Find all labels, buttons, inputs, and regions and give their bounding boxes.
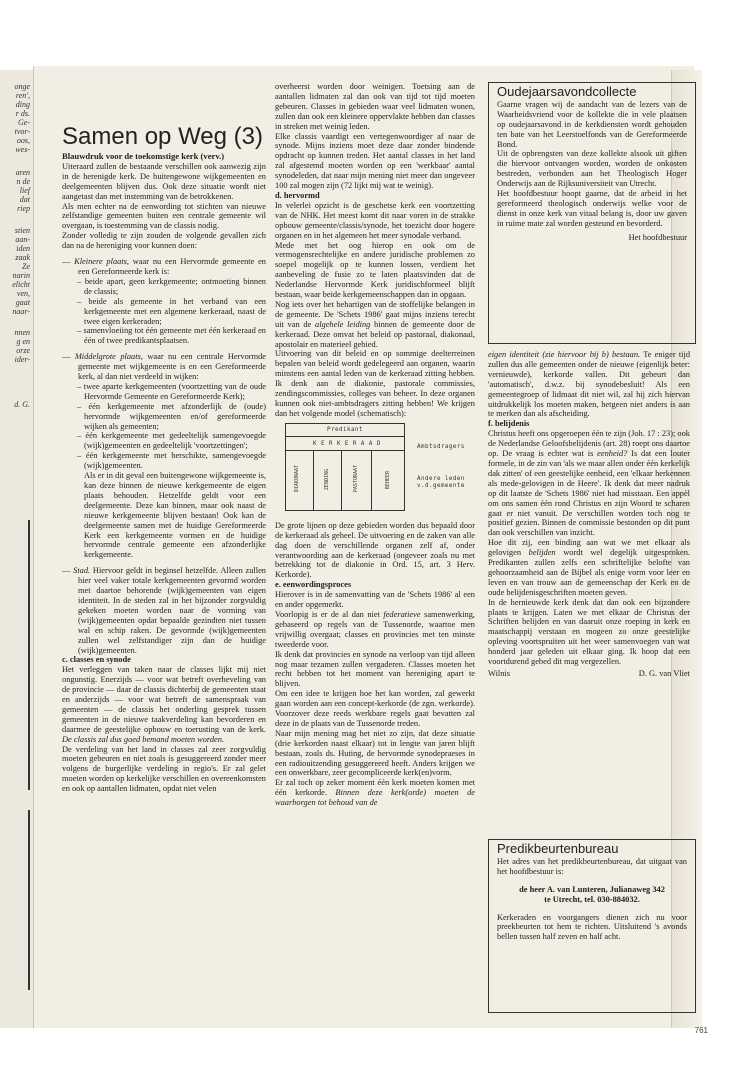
text-run: samenwerking, gebaseerd op regels van de Tussenorde, waartoe men vrijwillig overgaat; classes en provincies met ten minste tweederde voor. [275,609,476,649]
strip-line: narin [12,271,30,280]
text-run-italic: eenheid? [597,449,628,459]
strip-line: zaak [15,253,30,262]
address-line: te Utrecht, tel. 030-884032. [544,894,640,904]
diagram-line [341,450,342,510]
paragraph: Kerkeraden en voorgangers dienen zich nu voor preekbeurten tot hem te richten. Uitsluitend 's avonds bellen tussen half zeven en half acht. [497,912,687,942]
section-heading-c: c. classes en synode [62,655,131,665]
case-option: – beide als gemeente in het verband van een kerkgemeente met een algemene kerkeraad, naast de twee eigen kerkeraden; [77,296,266,326]
paragraph: Elke classis vaardigt een vertegenwoordiger af naar de synode. Mijns inziens moet deze daar zonder bindende opdracht op kunnen treden. Het aantal classes in het land zal afgestemd moeten worden op een 'werkbaar' aantal synodeleden, dat naar mijn mening niet meer dan ongeveer 100 zal mogen zijn (72 lijkt mij wat te weinig). [275,131,475,191]
section-heading-d: d. hervormd [275,190,320,200]
text-run: binnen de gemeente door de kerkeraad. Deze omvat het beleid op pastoraal, diakonaal, apostolair en materieel gebied. [275,319,475,349]
article-author: D. G. van Vliet [638,669,690,678]
strip-line: elicht [12,280,30,289]
strip-line: iden [16,244,30,253]
text-run: Te eniger tijd zullen dus alle gemeenten onder de nieuwe (eigenlijk beter: vernieuwde), kerkorde vallen. Dit gebeurt dan 'automatisch', d.w.z. bij synodebesluit! Als een gemeentegroep of lidmaat dit niet wil, zal hij zich hiervan uitdrukkelijk los moeten maken, hetgeen niet anders is aan te merken dan als afscheiding. [488,350,691,419]
section-heading-f: f. belijdenis [488,419,530,429]
case-label: Kleinere plaats, [74,257,130,267]
paragraph [488,538,690,597]
case-middelgrote-plaats: — Middelgrote plaats, waar nu een centrale Hervormde gemeente met wijkgemeente is en een Gereformeerde kerk, al dan niet verdeeld in wijken: [62,352,266,382]
case-text: waar nu een centrale Hervormde gemeente met wijkgemeente is en een Gereformeerde kerk, al dan niet verdeeld in wijken: [78,352,266,382]
diagram-organ-diakonaat: DIAKONAAT [294,464,300,492]
diagram-organ-beheer: BEHEER [385,470,391,489]
paragraph: Mede met het oog hierop en ook om de vermogensrechtelijke en andere juridische problemen zo soepel mogelijk op te kunnen lossen, verdient het aanbeveling de fusie zo te laten plaatsvinden dat de Nederlandse Hervormde Kerk juridischformeel blijft bestaan, waar beide kerkgemeenschappen dan in opgaan. [275,240,475,300]
text-run: Voorlopig is er de al dan niet [275,609,380,619]
paragraph: De grote lijnen op deze gebieden worden dus bepaald door de kerkeraad als geheel. De uitvoering en de zaken van alle dag doen de verschillende organen zelf af, onder verantwoording aan de kerkeraad (ongeveer zoals nu met betrekking tot de diakonie in Ord. 15, art. 3 Herv. Kerkorde). [275,520,475,580]
page-number: 761 [694,1026,708,1035]
strip-line: oos, [16,136,30,145]
left-page-strip [0,70,33,1028]
diagram-line [371,450,372,510]
paragraph: Uit de opbrengsten van deze kollekte alsook uit giften die hiervoor ontvangen worden, worden de onkosten bestreden, verbonden aan het Theologisch Hoger Onderwijs aan de Rijksuniversiteit van Utrecht. [497,149,687,189]
case-text: Hiervoor geldt in beginsel hetzelfde. Alleen zullen hier veel vaker totale kerkgemeenten gevormd worden met daartoe behorende (wijk)gemeenten van eigen identiteit. In de steden zal in het bijzonder zorgvuldig gekeken moeten worden naar de vorming van (wijk)gemeenten opdat bepaalde gezindten niet tussen wal en schip raken. De gevormde (wijk)gemeenten zullen wel zelfstandiger zijn dan de huidige (wijk)gemeenten. [78,566,266,655]
article-subtitle: Blauwdruk voor de toekomstige kerk (verv.) [62,151,225,161]
diagram-andere-leden-label: Andere leden [417,475,465,482]
strip-line: dat [19,195,30,204]
paragraph: Gaarne vragen wij de aandacht van de lezers van de Waarheidsvriend voor de kollekte die in vele plaatsen op oudejaarsavond in de kerkdiensten wordt gehouden ten bate van het Leerstoelfonds van de Gereformeerde Bond. [497,99,687,149]
diagram-organ-zending: ZENDING [324,468,330,490]
text-run-italic: eigen identiteit (zie hiervoor bij b) bestaan. [488,350,641,359]
strip-line: aan- [15,235,30,244]
strip-line: Ge- [18,118,30,127]
text-run: Is dat een louter formele, in de zin van 'als we maar allen onder één kerkelijk dak zitten' of een geestelijke eenheid, een 'elkaar herkennen als mede-gelovigen in de Heere'. Ik denk dat meer nadruk op dit laatste de 'Schets 1986' niet had misstaan. Een appèl om ons samen één rond Christus en zijn Woord te scharen gaat er niet vanuit. De verschillen worden toch nog te positief gezien. Binnen de commissie bestonden op dit punt dan ook verschillen van inzicht. [488,449,690,538]
strip-line: ider- [14,355,30,364]
strip-line: riep [17,204,30,213]
strip-line: ven, [16,289,30,298]
paragraph [275,778,475,808]
section-heading-e: e. eenwordingsproces [275,580,352,590]
diagram-ambtsdragers-label: Ambtsdragers [417,443,465,450]
paragraph [488,429,690,538]
diagram-line [313,450,314,510]
case-option: – twee aparte kerkgemeenten (voortzetting van de oude Hervormde Gemeente en Gereformeerde Kerk); [77,381,266,401]
church-structure-diagram [275,423,475,515]
paragraph [275,610,475,650]
strip-line: tvor- [14,127,30,136]
case-option: – samenvloeiing tot één gemeente met één kerkeraad en één of twee predikantsplaatsen. [77,326,266,346]
article-signature [488,669,690,679]
column-3 [488,350,690,679]
predikbeurten-notice-box [488,839,696,1013]
case-stad: — Stad. Hiervoor geldt in beginsel hetzelfde. Alleen zullen hier veel vaker totale kerkgemeenten gevormd worden met daartoe behorende (wijk)gemeenten van eigen identiteit. In de steden zal in het bijzonder zorgvuldig gekeken moeten worden naar de vorming van (wijk)gemeenten opdat bepaalde gezindten niet tussen wal en schip raken. De gevormde (wijk)gemeenten zullen wel zelfstandiger zijn dan de huidige (wijk)gemeenten. [62,566,266,655]
address-line: de heer A. van Lunteren, Julianaweg 342 [519,884,665,894]
strip-line: ding [15,100,30,109]
strip-line: orze [16,346,30,355]
paragraph [488,350,690,419]
case-label: Middelgrote plaats, [74,352,143,362]
strip-line: wes- [15,145,30,154]
collecte-title: Oudejaarsavondcollecte [497,84,637,99]
paragraph: Als men echter na de eenwording tot stichten van nieuwe zelfstandige gemeenten buiten een centrale gemeente wil overgaan, is toestemming van de classis nodig. [62,201,266,231]
text-run: Hoe dit zij, een binding aan wat we met elkaar als gelovigen [488,538,690,558]
strip-line: gaat [15,298,30,307]
strip-line: naar- [12,307,30,316]
paragraph: Het adres van het predikbeurtenbureau, dat uitgaat van het hoofdbestuur is: [497,856,687,876]
column-1 [62,82,266,794]
paragraph: In de hernieuwde kerk denk dat dan ook een bijzondere plaats te krijgen. Laten we met elkaar de Christus der Schriften belijden en van daaruit onze roeping in kerk en maatschappij verstaan en mogeen zo onze geestelijke opleving voortspruiten uit het weer samenvoegen van wat honderd jaar geleden uit elkaar ging. Ik hoop dat een voortdurend gebed dit mag vergezellen. [488,597,690,667]
diagram-line [285,436,404,437]
case-option: – één kerkgemeente met afzonderlijk de (oude) hervormde wijkgemeenten en/of gereformeerde wijken als gemeenten; [77,401,266,431]
case-option: – één kerkgemeente met gedeeltelijk samengevoegde (wijk)gemeenten en gedeeltelijk 'voortzettingen'; [77,431,266,451]
paragraph: Het hoofdbestuur hoopt gaarne, dat de arbeid in het gereformeerd theologisch onderwijs welke voor de dienst in onze kerk van vitaal belang is, door uw gaven in ruime mate zal worden gesteund en bevorderd. [497,189,687,228]
strip-line: g en [16,337,30,346]
text-run: Nog iets over het behartigen van de stoffelijke belangen in de gemeente. De 'Schets 1986' gaat mijns inziens terecht uit van de [275,299,475,329]
paragraph [275,300,475,350]
text-run-italic: federatieve [383,609,421,619]
strip-line: aren [15,168,30,177]
strip-line: n de [16,177,30,186]
page-fold-bar [28,520,30,790]
diagram-organ-pastoraat: PASTORAAT [353,464,359,492]
strip-line: Ze [22,262,30,271]
paragraph: Zonder volledig te zijn zouden de volgende gevallen zich dan na de hereniging voor kunnen doen: [62,231,266,251]
diagram-predikant-label: Predikant [327,426,363,433]
paragraph: Ik denk dat provincies en synode na verloop van tijd alleen nog maar tezamen zullen vergaderen. Classes moeten het recht hebben tot het moment van hereniging apart te blijven. [275,649,475,689]
collecte-notice-box [488,82,696,344]
text-run-italic: belijden [528,548,556,558]
case-text: waar nu een Hervormde gemeente en een Gereformeerde kerk is: [78,257,266,276]
text-run-italic: De classis zal dus goed bemand moeten worden. [62,734,225,744]
strip-line: ren', [15,91,30,100]
article-place: Wilnis [488,669,510,678]
case-kleinere-plaats: — Kleinere plaats, waar nu een Hervormde gemeente en een Gereformeerde kerk is: [62,257,266,276]
paragraph: overheerst worden door weinigen. Toetsing aan de aantallen lidmaten zal dan ook van tijd tot tijd moeten gebeuren. Classes in gebieden waar veel lidmaten wonen, zullen dan ook een kleinere oppervlakte hebben dan classes in streken met weinig leden. [275,82,475,131]
strip-line: onge [14,82,30,91]
strip-line: d. G. [14,400,30,409]
text-run: Het verleggen van taken naar de classes lijkt mij niet ongunstig. Enerzijds — voor wat betreft overheveling van de provincie — daar de classis dichterbij de gemeenten staat en anderzijds — voor wat betreft de samenspraak van gemeenten — de classis het onderling gesprek tussen gemeenten in de nieuwe taakverdeling kan bevorderen en daarmee de geestelijke opbouw en toerusting van de kerk. [62,665,266,734]
text-run: Er zal toch op zeker moment één kerk moeten komen met één kerkorde. [275,778,475,798]
strip-line: stien [14,226,30,235]
paragraph: Uitvoering van dit beleid en op sommige deelterreinen bepalen van beleid wordt gedelegeerd aan organen, waarin minstens een aantal leden van de kerkeraad zitting hebben. Ik denk aan de diakonie, pastorale commissies, zendingscommissies, colleges van beheer. In deze organen kunnen ook niet-ambtsdragers zitting hebben! We krijgen dan het volgende model (schematisch): [275,349,475,418]
paragraph: In velerlei opzicht is de geschetse kerk een voortzetting van de NHK. Het meest komt dit naar voren in de strakke opbouw gemeente/classis/synode, het toezicht door hogere organen en in het algemeen het meer synodale verband. [275,200,475,240]
page-fold-bar [28,810,30,990]
text-run-italic: Binnen deze kerk(orde) moeten de waarborgen tot behoud van de [275,788,475,808]
case-option: – één kerkgemeente met herschikte, samengevoegde (wijk)gemeenten. [77,451,266,471]
paragraph: Als er in dit geval een buitengewone wijkgemeente is, kan deze binnen de nieuwe kerkgemeente de eigen plaats behouden. Hetzelfde geldt voor een deelgemeente. Deze kan binnen, maar ook naast de nieuwe kerkgemeente blijven bestaan! Ook kan de deelgemeente samen met de huidige Gereformeerde Kerk een kerkgemeente vormen en de huidige hervormde centrale gemeente een afzonderlijke kerkgemeente. [84,471,266,560]
diagram-kerkeraad-label: K E R K E R A A D [313,440,381,447]
strip-line: r ds. [15,109,30,118]
paragraph: Hierover is in de samenvatting van de 'Schets 1986' al een en ander opgemerkt. [275,590,475,610]
column-2 [275,82,475,808]
case-label: Stad. [73,566,91,576]
article-title: Samen op Weg (3) [62,123,263,150]
strip-line: nnen [14,328,30,337]
collecte-signature: Het hoofdbestuur [628,232,687,242]
predikbeurten-title: Predikbeurtenbureau [497,841,619,856]
strip-line: lief [19,186,30,195]
paragraph [62,665,266,744]
case-option: – beide apart, geen kerkgemeente; ontmoeting binnen de classis; [77,276,266,296]
paragraph: Naar mijn mening mag het niet zo zijn, dat deze situatie (drie kerkorden naast elkaar) tot in lengte van jaren blijft bestaan, zoals ds. Huting, de hervormde synodepraeses in een radiouitzending gesuggereerd heeft. Anders krijgen we een onwerkbare, zeer gecompliceerde kerk(en)vorm. [275,728,475,778]
text-run: Christus heeft ons opgeroepen één te zijn (Joh. 17 : 23); ook de Nederlandse Geloofsbelijdenis (art. 28) roept ons daartoe op. De vraag is echter wat is [488,429,690,459]
text-run-italic: algehele leiding [315,319,371,329]
paragraph: Uiteraard zullen de bestaande verschillen ook aanwezig zijn in de herenigde kerk. De buitengewone wijkgemeenten en deelgemeenten blijven dus. Ook deze situatie wordt niet aangetast dan met instemming van de betrokkenen. [62,161,266,201]
diagram-line [285,450,404,451]
paragraph: Om een idee te krijgen hoe het kan worden, zal gewerkt gaan worden aan een concept-kerkorde (de zgn. werkorde). Voorzover deze reeds werkbare regels gaat bevatten zal deze in de plaats van de Tussenorde treden. [275,689,475,728]
paragraph: De verdeling van het land in classes zal zeer zorgvuldig moeten gebeuren en niet zoals is gesuggereerd zonder meer volgens de burgerlijke verdeling in regio's. Er zal gelet moeten worden op kerkelijke verschillen en overeenkomsten en ook op aantallen lidmaten, opdat niet velen [62,744,266,794]
text-run: wordt wel degelijk uitgesproken. Predikanten zullen zelfs een schriftelijke belofte van gehoorzaamheid aan de Bijbel als enige vorm voor leer en leven en van trouw aan de gemeenschap der Kerk en de oude belijdenisgeschriften moeten geven. [488,548,691,597]
diagram-gemeente-label: v.d.gemeente [417,482,465,489]
